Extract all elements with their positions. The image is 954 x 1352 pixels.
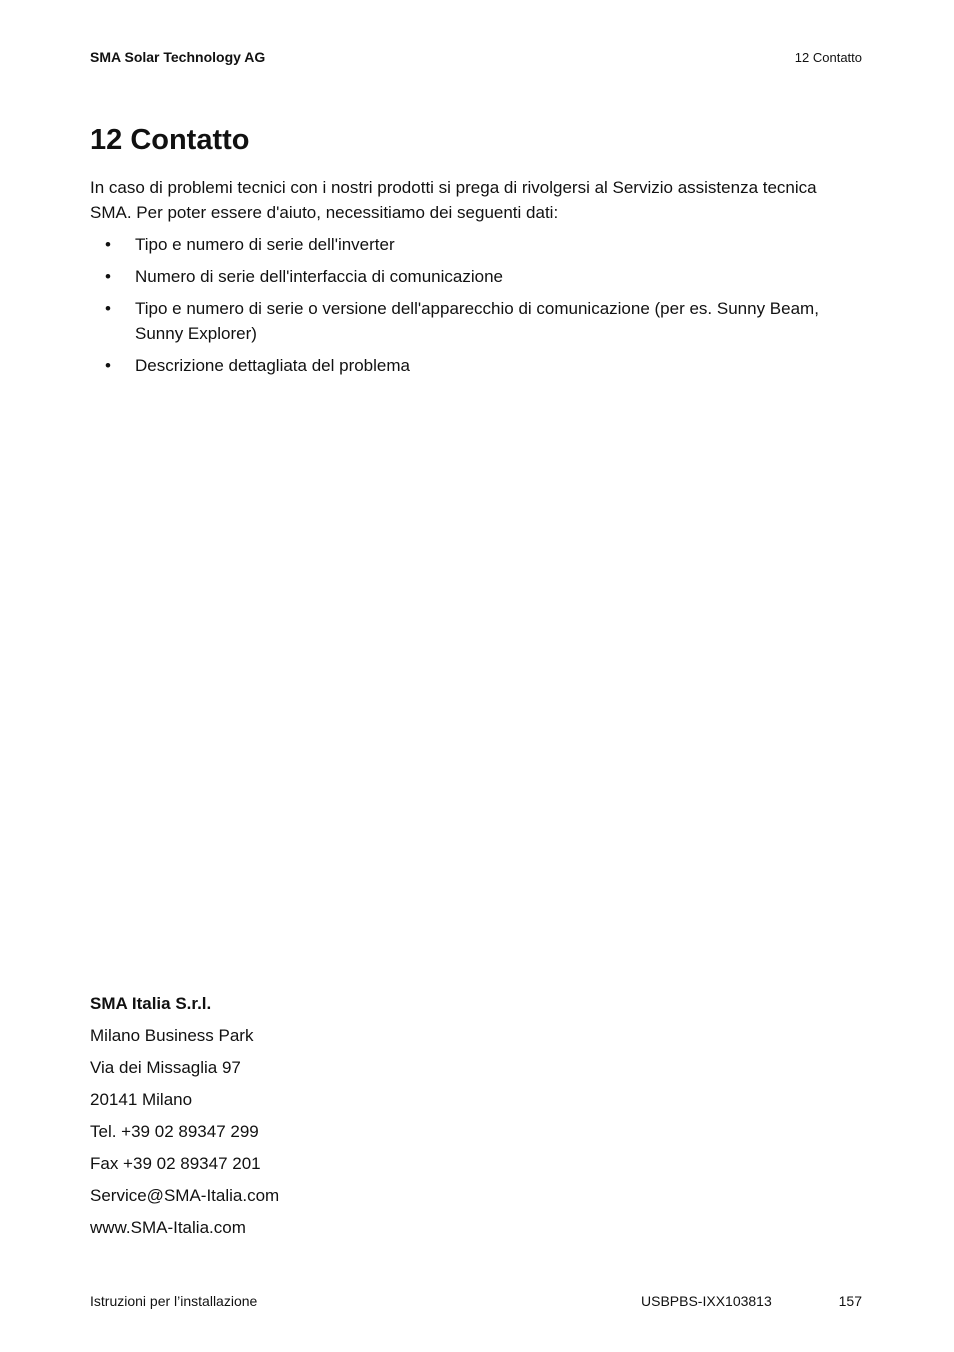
footer-doc-code: USBPBS-IXX103813: [641, 1293, 772, 1309]
list-item: [90, 232, 860, 257]
intro-paragraph: In caso di problemi tecnici con i nostri prodotti si prega di rivolgersi al Servizio assistenza tecnica SMA. Per poter essere d'aiuto, necessitiamo dei seguenti dati:: [90, 178, 817, 222]
bullet-icon: •: [105, 299, 111, 318]
contact-block: [90, 991, 279, 1247]
page-number: 157: [838, 1293, 862, 1309]
contact-address-line2: Via dei Missaglia 97: [90, 1058, 241, 1077]
required-data-list: [90, 232, 860, 385]
header-section: 12 Contatto: [794, 50, 862, 65]
bullet-icon: •: [105, 267, 111, 286]
list-item: [90, 353, 860, 378]
contact-city: 20141 Milano: [90, 1090, 193, 1109]
list-item: [90, 296, 860, 346]
bullet-icon: •: [105, 356, 111, 375]
contact-website-link[interactable]: www.SMA-Italia.com: [90, 1218, 246, 1237]
contact-phone: Tel. +39 02 89347 299: [90, 1122, 259, 1141]
contact-email-link[interactable]: Service@SMA-Italia.com: [90, 1186, 280, 1205]
list-item: [90, 264, 860, 289]
chapter-title: 12 Contatto: [90, 124, 250, 156]
list-item-text: Numero di serie dell'interfaccia di comunicazione: [135, 267, 503, 286]
list-item-text: Descrizione dettagliata del problema: [135, 356, 410, 375]
bullet-icon: •: [105, 235, 111, 254]
list-item-text: Tipo e numero di serie dell'inverter: [135, 235, 395, 254]
footer-doc-title: Istruzioni per l’installazione: [90, 1293, 258, 1309]
contact-address-line1: Milano Business Park: [90, 1026, 254, 1045]
contact-company: SMA Italia S.r.l.: [90, 994, 212, 1013]
list-item-text: Tipo e numero di serie o versione dell'apparecchio di comunicazione (per es. Sunny Beam, Sunny Explorer): [135, 299, 819, 343]
header-company: SMA Solar Technology AG: [90, 49, 266, 65]
contact-fax: Fax +39 02 89347 201: [90, 1154, 261, 1173]
